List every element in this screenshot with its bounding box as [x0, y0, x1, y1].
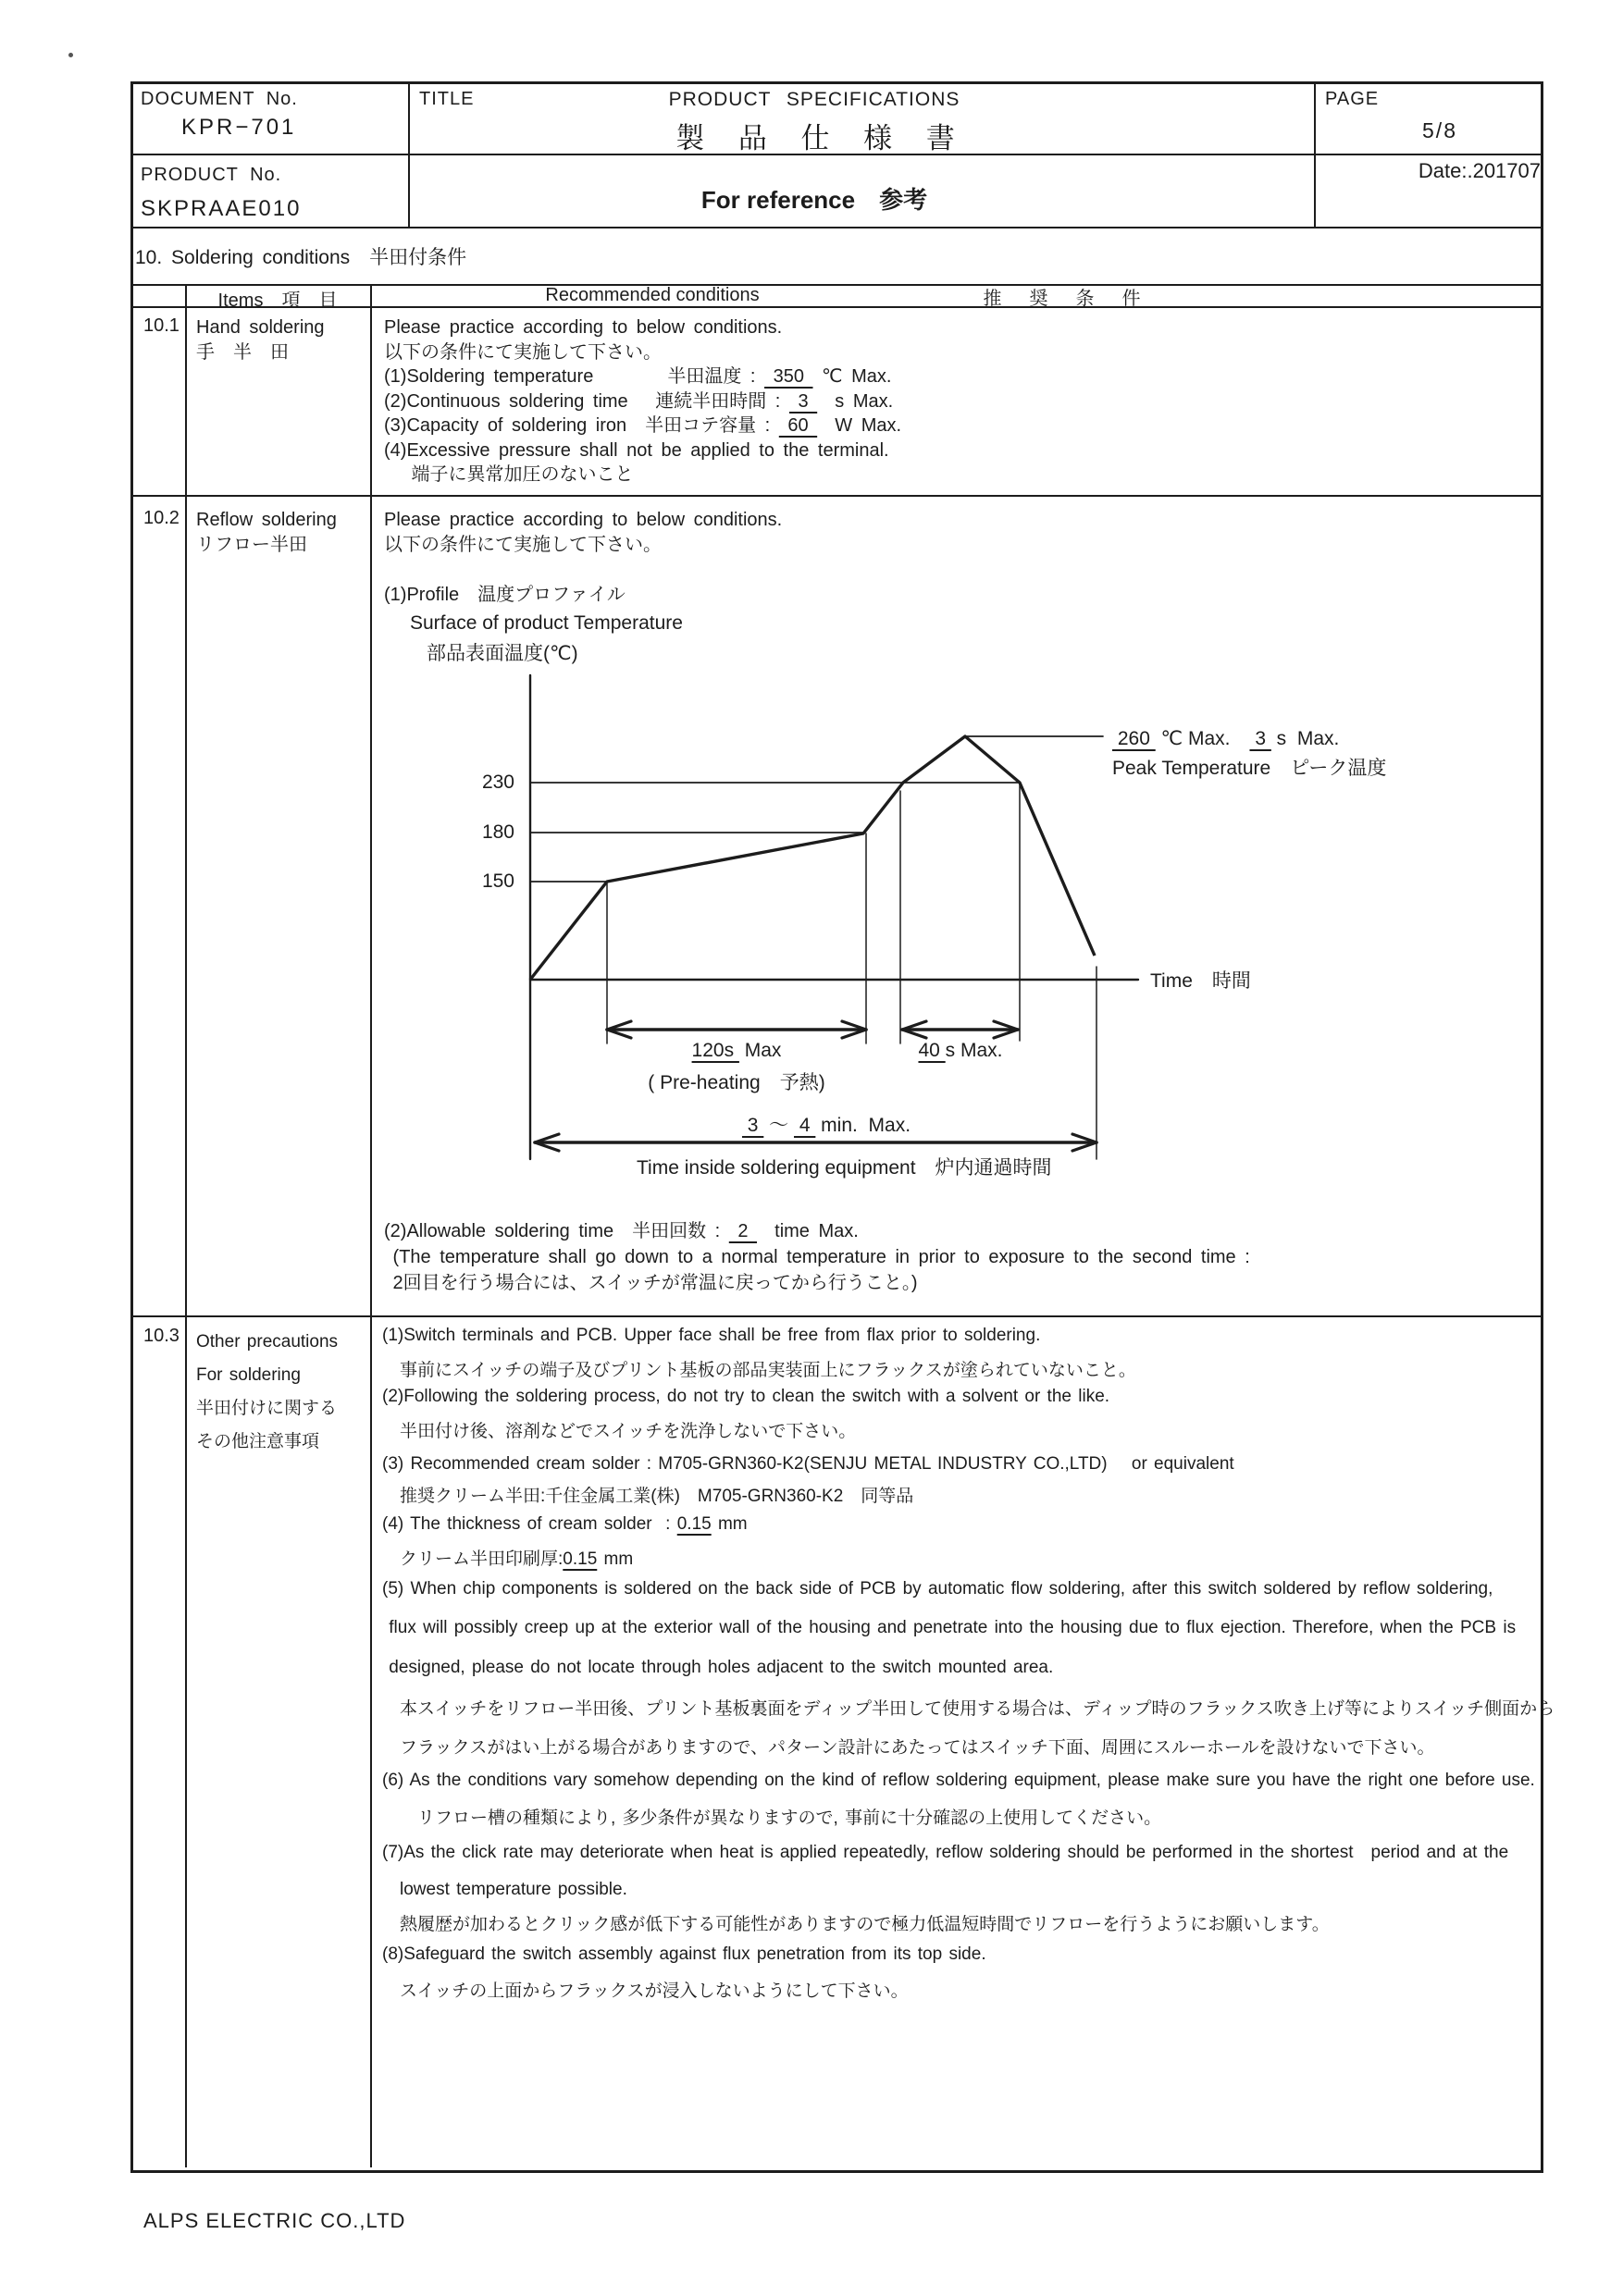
- reflow-soldering-intro: [384, 508, 782, 608]
- chart-label: Peak Temperature ピーク温度: [1112, 758, 1387, 779]
- text-line: Please practice according to below conditions.: [384, 317, 783, 338]
- text-line: (2)Continuous soldering time 連続半田時間 : 3 s Max.: [384, 390, 894, 412]
- text-line: リフロー槽の種類により, 多少条件が異なりますので, 事前に十分確認の上使用してください。: [382, 1808, 1162, 1828]
- chart-label: 180: [481, 821, 514, 843]
- title-page-divider: [1314, 81, 1316, 227]
- text-line: リフロー半田: [196, 535, 307, 555]
- text-line: (1)Soldering temperature 半田温度 : 350 ℃ Max.: [384, 366, 892, 387]
- chart-label: 3 ～ 4 min. Max.: [741, 1115, 911, 1136]
- for-reference-note: For reference 参考: [700, 186, 928, 214]
- items-column-divider: [370, 284, 372, 2167]
- text-line: Please practice according to below conditions.: [384, 510, 783, 530]
- text-line: [384, 558, 782, 583]
- text-line: 熱履歴が加わるとクリック感が低下する可能性がありますので極力低温短時間でリフローを行うようにお願いします。: [382, 1915, 1330, 1934]
- document-title-divider: [408, 81, 410, 227]
- column-header-divider: [130, 306, 1541, 308]
- row-10-1-number: 10.1: [143, 315, 180, 336]
- number-column-divider: [185, 284, 187, 2167]
- text-line: (2)Following the soldering process, do not try to clean the switch with a solvent or the like.: [382, 1387, 1110, 1406]
- text-line: lowest temperature possible.: [382, 1880, 627, 1899]
- text-line: For soldering: [196, 1365, 301, 1385]
- row-10-1-divider: [130, 495, 1541, 497]
- text-line: Other precautions: [196, 1332, 339, 1352]
- text-line: 手 半 田: [196, 342, 289, 363]
- chart-label: 230: [481, 772, 514, 793]
- chart-label: Surface of product Temperature: [410, 612, 683, 634]
- text-line: Reflow soldering: [196, 510, 337, 530]
- text-line: 本スイッチをリフロー半田後、プリント基板裏面をディップ半田して使用する場合は、ディップ時のフラックス吹き上げ等によりスイッチ側面から: [382, 1699, 1555, 1719]
- reflow-soldering-notes: [384, 1218, 1250, 1296]
- section-row-divider: [130, 284, 1541, 286]
- row-10-2-number: 10.2: [143, 508, 180, 528]
- text-line: 2回目を行う場合には、スイッチが常温に戻ってから行うこと。): [384, 1273, 918, 1293]
- text-line: (8)Safeguard the switch assembly against flux penetration from its top side.: [382, 1944, 986, 1964]
- text-line: 半田付け後、溶剤などでスイッチを洗浄しないで下さい。: [382, 1422, 857, 1441]
- text-line: フラックスがはい上がる場合がありますので、パターン設計にあたってはスイッチ下面、周囲にスルーホールを設けないで下さい。: [382, 1738, 1435, 1758]
- chart-label: 部品表面温度(℃): [427, 643, 578, 664]
- text-line: 端子に異常加圧のないこと: [384, 464, 634, 485]
- scan-artifact-dot: [68, 53, 73, 57]
- text-line: 事前にスイッチの端子及びプリント基板の部品実装面上にフラックスが塗られていないこと。: [382, 1361, 1136, 1380]
- text-line: 半田付けに関する: [196, 1399, 338, 1418]
- text-line: (The temperature shall go down to a normal temperature in prior to exposure to the second time :: [384, 1247, 1250, 1267]
- recommended-conditions-header-jp: 推 奨 条 件: [983, 289, 1146, 309]
- text-line: (5) When chip components is soldered on the back side of PCB by automatic flow soldering, after this switch soldered by reflow soldering,: [382, 1579, 1493, 1599]
- product-no-value: SKPRAAE010: [141, 196, 302, 221]
- hand-soldering-conditions: [384, 315, 901, 488]
- text-line: 以下の条件にて実施して下さい。: [384, 341, 662, 363]
- text-line: (3)Capacity of soldering iron 半田コテ容量 : 60 W Max.: [384, 415, 902, 436]
- chart-label: 260 ℃ Max. 3 s Max.: [1112, 728, 1340, 749]
- title-label: TITLE: [419, 89, 475, 109]
- header-bottom-divider: [130, 227, 1541, 228]
- chart-label: 40 s Max.: [918, 1040, 1003, 1061]
- text-line: 推奨クリーム半田:千住金属工業(株) M705-GRN360-K2 同等品: [382, 1487, 914, 1506]
- chart-label: ( Pre-heating 予熱): [648, 1072, 825, 1093]
- text-line: スイッチの上面からフラックスが浸入しないようにして下さい。: [382, 1981, 909, 2001]
- text-line: (1)Profile 温度プロファイル: [384, 585, 626, 605]
- product-specifications-title-jp: 製 品 仕 様 書: [675, 122, 968, 154]
- text-line: (4)Excessive pressure shall not be applied to the terminal.: [384, 439, 889, 461]
- text-line: (2)Allowable soldering time 半田回数 : 2 time Max.: [384, 1221, 859, 1241]
- chart-label: 120s Max: [691, 1040, 782, 1061]
- section-heading: 10. Soldering conditions 半田付条件: [135, 247, 467, 268]
- date-value: Date:.201707: [1418, 159, 1541, 182]
- document-no-value: KPR−701: [181, 115, 297, 140]
- product-no-label: PRODUCT No.: [141, 165, 282, 185]
- text-line: 以下の条件にて実施して下さい。: [384, 535, 662, 555]
- text-line: クリーム半田印刷厚:0.15 mm: [382, 1549, 634, 1569]
- document-no-label: DOCUMENT No.: [141, 89, 298, 109]
- text-line: designed, please do not locate through holes adjacent to the switch mounted area.: [382, 1658, 1054, 1677]
- page-label: PAGE: [1325, 89, 1380, 109]
- text-line: (1)Switch terminals and PCB. Upper face shall be free from flax prior to soldering.: [382, 1326, 1041, 1345]
- text-line: (7)As the click rate may deteriorate when heat is applied repeatedly, reflow soldering should be performed in the shortest period and at the: [382, 1843, 1509, 1862]
- chart-label: Time 時間: [1150, 970, 1251, 992]
- items-column-header: Items 項 目: [217, 290, 338, 311]
- text-line: (3) Recommended cream solder : M705-GRN360-K2(SENJU METAL INDUSTRY CO.,LTD) or equivalent: [382, 1454, 1234, 1474]
- row-10-3-number: 10.3: [143, 1326, 180, 1346]
- row-10-1-item-cell: [196, 315, 325, 365]
- row-10-2-item-cell: [196, 508, 337, 558]
- text-line: flux will possibly creep up at the exterior wall of the housing and penetrate into the housing due to flux ejection. Therefore, when the PCB is: [382, 1618, 1517, 1637]
- recommended-conditions-header-en: Recommended conditions: [545, 285, 760, 305]
- company-name-footer: ALPS ELECTRIC CO.,LTD: [143, 2209, 406, 2232]
- page-value: 5/8: [1422, 118, 1457, 142]
- text-line: Hand soldering: [196, 317, 325, 338]
- row-10-2-divider: [130, 1315, 1541, 1317]
- text-line: (6) As the conditions vary somehow depending on the kind of reflow soldering equipment, please make sure you have the right one before use.: [382, 1771, 1535, 1790]
- text-line: その他注意事項: [196, 1432, 320, 1451]
- product-specifications-title: PRODUCT SPECIFICATIONS: [668, 89, 960, 110]
- row-10-3-item-cell: [196, 1326, 338, 1459]
- chart-label: 150: [481, 870, 514, 892]
- chart-label: Time inside soldering equipment 炉内通過時間: [637, 1157, 1052, 1179]
- text-line: (4) The thickness of cream solder : 0.15 mm: [382, 1514, 748, 1534]
